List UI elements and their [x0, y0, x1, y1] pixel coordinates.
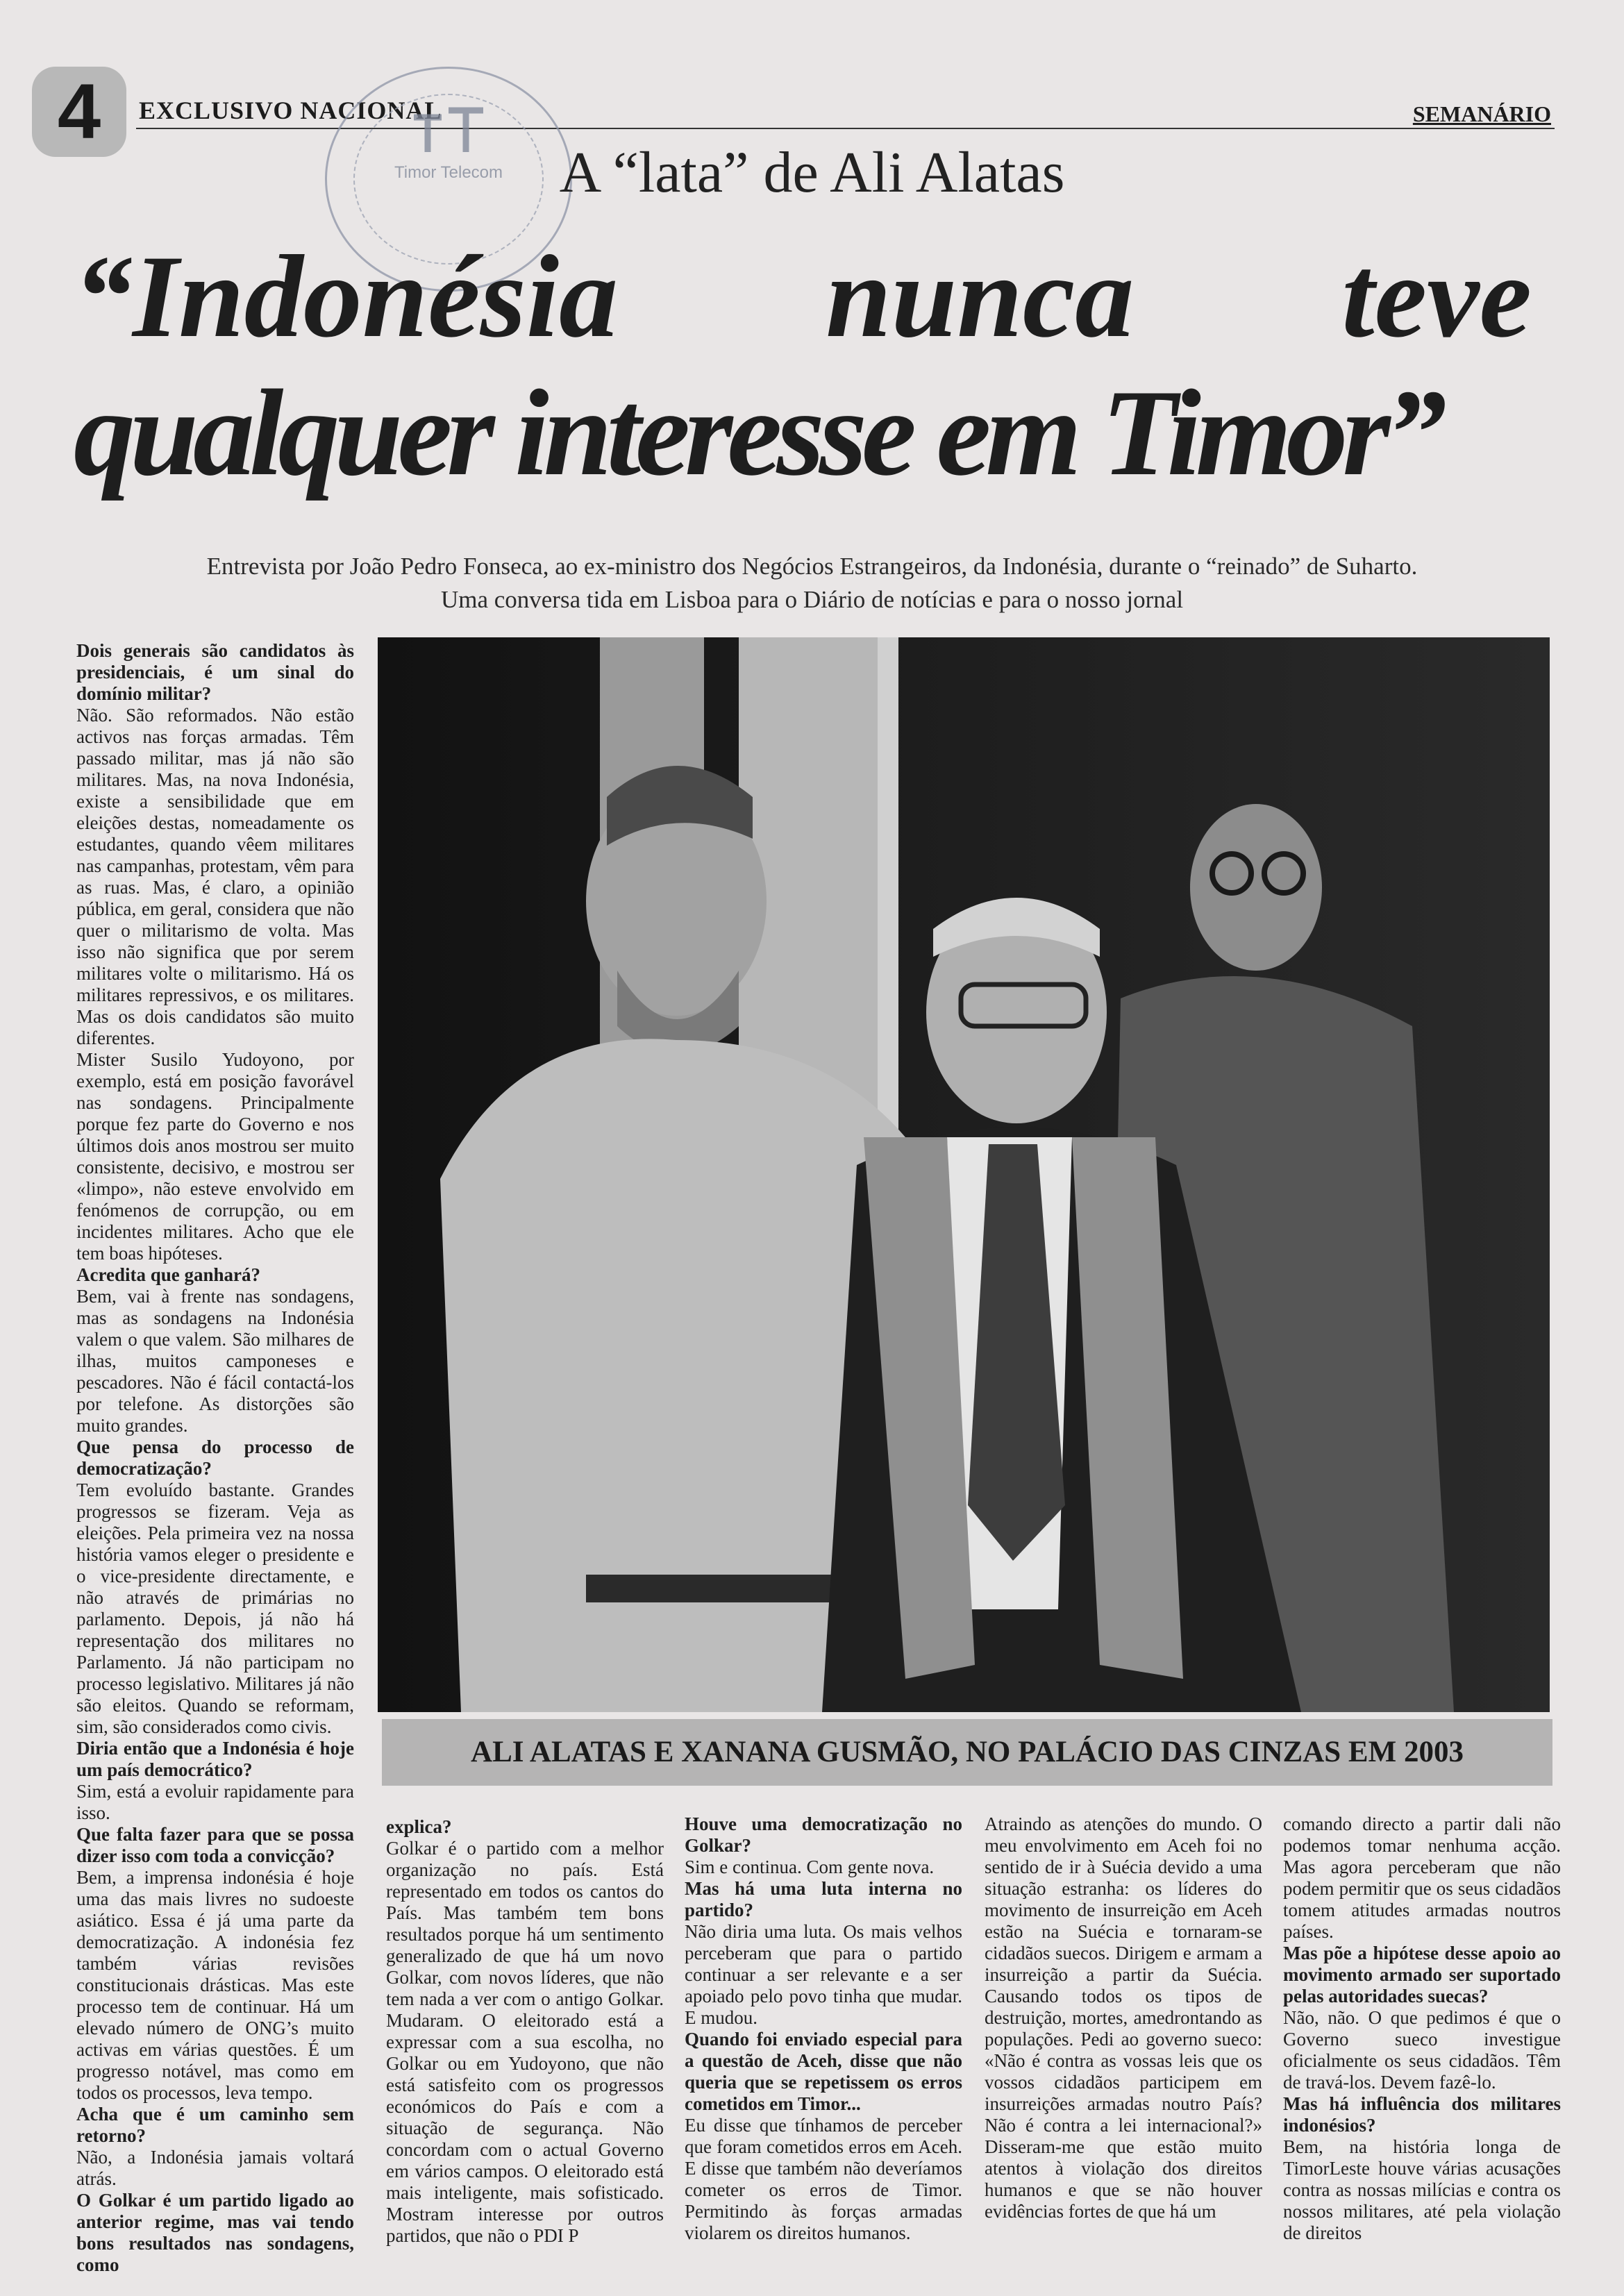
photo-caption: ALI ALATAS E XANANA GUSMÃO, NO PALÁCIO DAS CINZAS EM 2003: [382, 1719, 1552, 1786]
interview-question: Que falta fazer para que se possa dizer isso com toda a convicção?: [76, 1824, 354, 1866]
interview-answer: Mister Susilo Yudoyono, por exemplo, está em posição favorável nas sondagens. Principalmente porque fez parte do Governo e nos últimos dois anos mostrou ser muito consistente, decisivo, e mostrou ser «limpo», não esteve envolvido em fenómenos de corrupção, ou em incidentes militares. Acho que ele tem boas hipóteses.: [76, 1049, 354, 1264]
interview-answer: Sim, está a evoluir rapidamente para isso.: [76, 1781, 354, 1823]
text-column-4: [985, 1813, 1262, 2222]
interview-answer: Bem, vai à frente nas sondagens, mas as sondagens na Indonésia valem o que valem. São milhares de ilhas, muitos camponeses e pescadores. Não é fácil contactá-los por telefone. As distorções são muito grandes.: [76, 1286, 354, 1436]
headline-line-2: qualquer interesse em Timor”: [74, 364, 1441, 501]
interview-question: Mas põe a hipótese desse apoio ao movimento armado ser suportado pelas autoridades suecas?: [1283, 1943, 1561, 2006]
article-intro: [0, 550, 1624, 617]
intro-line-1: Entrevista por João Pedro Fonseca, ao ex-ministro dos Negócios Estrangeiros, da Indonésia, durante o “reinado” de Suharto.: [206, 553, 1418, 580]
page-number-tab: 4: [32, 67, 126, 157]
article-kicker: A “lata” de Ali Alatas: [559, 140, 1065, 205]
stamp-text: Timor Telecom: [394, 163, 503, 182]
interview-answer: Golkar é o partido com a melhor organização no país. Está representado em todos os cantos do País. Mas também tem bons resultados porque há um sentimento generalizado de que há um novo Golkar, com novos líderes, que não tem nada a ver com o antigo Golkar. Mudaram. O eleitorado está a expressar com a sua escolha, no Golkar ou em Yudoyono, que não está satisfeito com os progressos económicos do País e com a situação de segurança. Não concordam com o actual Governo em vários campos. O eleitorado está mais inteligente, mais sofisticado. Mostram interesse por outros partidos, que não o PDI P: [386, 1838, 664, 2246]
text-column-2: [386, 1816, 664, 2247]
text-column-3: [685, 1813, 962, 2244]
interview-answer: Bem, a imprensa indonésia é hoje uma das mais livres no sudoeste asiático. Essa é já uma parte da democratização. A indonésia fez também várias revisões constitucionais drásticas. Mas este processo tem de continuar. Há um elevado número de ONG’s muito activas em várias questões. É um progresso notável, mas como em todos os processos, leva tempo.: [76, 1867, 354, 2103]
text-column-5: [1283, 1813, 1561, 2244]
interview-answer: Não, a Indonésia jamais voltará atrás.: [76, 2147, 354, 2189]
headline-word: nunca: [826, 231, 1135, 362]
interview-answer: Atraindo as atenções do mundo. O meu envolvimento em Aceh foi no sentido de ir à Suécia devido a uma situação estranha: os líderes do movimento de insurreição em Aceh estão na Suécia e tornaram-se cidadãos suecos. Dirigem e armam a insurreição a partir da Suécia. Causando todos os tipos de destruição, mortes, amedrontando as populações. Pedi ao governo sueco: «Não é contra as vossas leis que os vossos cidadãos participem em insurreições armadas noutro País? Não é contra a lei internacional?» Disseram-me que estão muito atentos à violação dos direitos humanos e que se não houver evidências fortes de que há um: [985, 1813, 1262, 2222]
interview-question: Quando foi enviado especial para a questão de Aceh, disse que não queria que se repetissem os erros cometidos em Timor...: [685, 2029, 962, 2114]
interview-answer: Eu disse que tínhamos de perceber que foram cometidos erros em Aceh. E disse que também não deveríamos cometer os erros de Timor. Permitindo às forças armadas violarem os direitos humanos.: [685, 2115, 962, 2243]
text-column-1: [76, 640, 354, 2276]
interview-question: Houve uma democratização no Golkar?: [685, 1813, 962, 1856]
headline-line-1: [74, 229, 1532, 364]
interview-question: Que pensa do processo de democratização?: [76, 1436, 354, 1479]
article-photo: [378, 637, 1550, 1712]
headline-word: “Indonésia: [74, 231, 619, 362]
interview-question: Diria então que a Indonésia é hoje um país democrático?: [76, 1738, 354, 1780]
interview-question: Dois generais são candidatos às presidenciais, é um sinal do domínio militar?: [76, 640, 354, 704]
interview-question: explica?: [386, 1816, 452, 1837]
interview-answer: comando directo a partir dali não podemos tomar nenhuma acção. Mas agora perceberam que não podem permitir que os seus cidadãos tomem atitudes armadas noutros países.: [1283, 1813, 1561, 1942]
headline-word: teve: [1341, 231, 1532, 362]
intro-line-2: Uma conversa tida em Lisboa para o Diário de notícias e para o nosso jornal: [440, 586, 1184, 613]
interview-answer: Não, não. O que pedimos é que o Governo sueco investigue oficialmente os seus cidadãos. Têm de travá-los. Devem fazê-lo.: [1283, 2007, 1561, 2093]
interview-question: O Golkar é um partido ligado ao anterior regime, mas vai tendo bons resultados nas sondagens, como: [76, 2190, 354, 2275]
interview-answer: Não diria uma luta. Os mais velhos perceberam que para o partido continuar a ser relevante e a ser apoiado pelo povo tinha que mudar. E mudou.: [685, 1921, 962, 2028]
interview-answer: Não. São reformados. Não estão activos nas forças armadas. Têm passado militar, mas já não são militares. Mas, na nova Indonésia, existe a sensibilidade que em eleições destas, nomeadamente os estudantes, quando vêem militares nas campanhas, protestam, vêm para as ruas. Mas, é claro, a opinião pública, em geral, considera que não quer o militarismo de volta. Mas isso não significa que por serem militares volte o militarismo. Há os militares repressivos, e os militares. Mas os dois candidatos são muito diferentes.: [76, 705, 354, 1048]
interview-question: Acredita que ganhará?: [76, 1264, 261, 1285]
interview-question: Acha que é um caminho sem retorno?: [76, 2104, 354, 2146]
newspaper-name: SEMANÁRIO: [1412, 101, 1551, 126]
interview-answer: Bem, na história longa de TimorLeste houve várias acusações contra as nossas milícias e contra os nossos militares, até pela violação de direitos: [1283, 2136, 1561, 2243]
interview-question: Mas há influência dos militares indonésios?: [1283, 2093, 1561, 2136]
interview-answer: Sim e continua. Com gente nova.: [685, 1857, 935, 1877]
section-label: EXCLUSIVO NACIONAL: [139, 97, 442, 124]
interview-question: Mas há uma luta interna no partido?: [685, 1878, 962, 1920]
photo-image: [378, 637, 1550, 1712]
interview-answer: Tem evoluído bastante. Grandes progressos se fizeram. Veja as eleições. Pela primeira vez na nossa história vamos eleger o presidente e o vice-presidente directamente, e não através de primárias no parlamento. Depois, já não há representação dos militares no Parlamento. Já não participam no processo legislativo. Militares já não são eleitos. Quando se reformam, sim, são considerados como civis.: [76, 1480, 354, 1737]
